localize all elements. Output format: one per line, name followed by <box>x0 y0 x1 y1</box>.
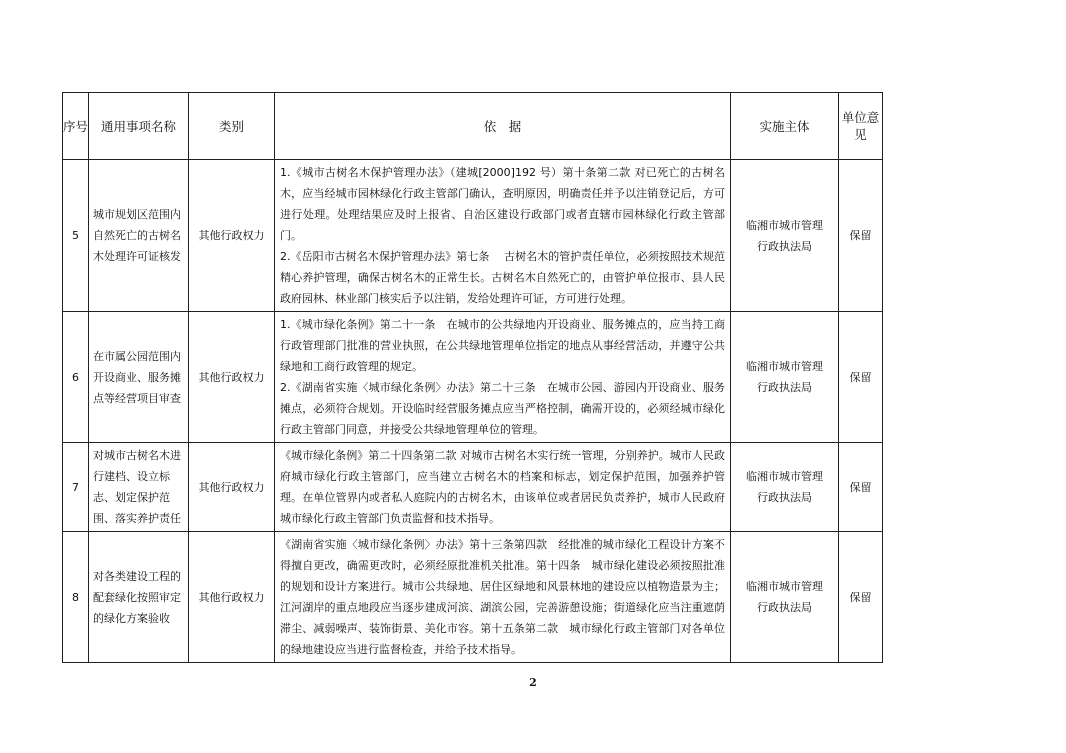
header-type: 类别 <box>189 93 275 160</box>
cell-type: 其他行政权力 <box>189 160 275 312</box>
cell-seq: 6 <box>63 312 89 443</box>
header-name: 通用事项名称 <box>89 93 189 160</box>
header-seq: 序号 <box>63 93 89 160</box>
cell-item-name: 对城市古树名木进行建档、设立标志、划定保护范围、落实养护责任 <box>89 443 189 532</box>
table-header <box>63 93 883 160</box>
table-row <box>63 160 883 312</box>
cell-basis <box>275 532 731 663</box>
cell-agency <box>731 312 839 443</box>
header-basis: 依 据 <box>275 93 731 160</box>
cell-type: 其他行政权力 <box>189 312 275 443</box>
basis-paragraph: 2.《湖南省实施〈城市绿化条例〉办法》第二十三条 在城市公园、游园内开设商业、服务摊点，必须符合规划。开设临时经营服务摊点应当严格控制，确需开设的，必须经城市绿化行政主管部门同意，并接受公共绿地管理单位的管理。 <box>280 381 725 436</box>
agency-line: 临湘市城市管理 <box>746 218 823 232</box>
agency-line: 临湘市城市管理 <box>746 470 823 483</box>
cell-type: 其他行政权力 <box>189 532 275 663</box>
agency-line: 行政执法局 <box>757 239 812 253</box>
cell-seq: 7 <box>63 443 89 532</box>
basis-paragraph: 1.《城市古树名木保护管理办法》（建城[2000]192 号）第十条第二款 对已死亡的古树名木，应当经城市园林绿化行政主管部门确认，查明原因，明确责任并予以注销登记后，方可进行处理。处理结果应及时上报省、自治区建设行政部门或者直辖市园林绿化行政主管部门。 <box>280 166 725 242</box>
cell-seq: 5 <box>63 160 89 312</box>
cell-basis <box>275 160 731 312</box>
cell-agency <box>731 160 839 312</box>
cell-opinion: 保留 <box>839 443 883 532</box>
agency-line: 临湘市城市管理 <box>746 580 823 593</box>
agency-line: 行政执法局 <box>757 381 812 394</box>
header-agency: 实施主体 <box>731 93 839 160</box>
items-table <box>62 92 883 663</box>
table-body <box>63 160 883 663</box>
cell-opinion: 保留 <box>839 312 883 443</box>
cell-agency <box>731 532 839 663</box>
cell-item-name: 对各类建设工程的配套绿化按照审定的绿化方案验收 <box>89 532 189 663</box>
cell-item-name: 城市规划区范围内自然死亡的古树名木处理许可证核发 <box>89 160 189 312</box>
cell-type: 其他行政权力 <box>189 443 275 532</box>
cell-opinion: 保留 <box>839 532 883 663</box>
header-opinion: 单位意见 <box>839 93 883 160</box>
basis-paragraph: 2.《岳阳市古树名木保护管理办法》第七条 古树名木的管护责任单位，必须按照技术规范精心养护管理，确保古树名木的正常生长。古树名木自然死亡的，由管护单位报市、县人民政府园林、林业部门核实后予以注销，发给处理许可证，方可进行处理。 <box>280 250 725 305</box>
header-row <box>63 93 883 160</box>
cell-item-name: 在市属公园范围内开设商业、服务摊点等经营项目审查 <box>89 312 189 443</box>
cell-agency <box>731 443 839 532</box>
agency-line: 行政执法局 <box>757 491 812 504</box>
agency-line: 行政执法局 <box>757 601 812 614</box>
table-row <box>63 532 883 663</box>
cell-basis <box>275 312 731 443</box>
table-row <box>63 312 883 443</box>
page-number: 2 <box>529 676 537 689</box>
table-row <box>63 443 883 532</box>
agency-line: 临湘市城市管理 <box>746 360 823 373</box>
cell-seq: 8 <box>63 532 89 663</box>
cell-opinion: 保留 <box>839 160 883 312</box>
basis-paragraph: 《城市绿化条例》第二十四条第二款 对城市古树名木实行统一管理，分别养护。城市人民政府城市绿化行政主管部门，应当建立古树名木的档案和标志，划定保护范围，加强养护管理。在单位管界内或者私人庭院内的古树名木，由该单位或者居民负责养护，城市人民政府城市绿化行政主管部门负责监督和技术指导。 <box>280 449 725 525</box>
cell-basis <box>275 443 731 532</box>
basis-paragraph: 1.《城市绿化条例》第二十一条 在城市的公共绿地内开设商业、服务摊点的，应当持工商行政管理部门批准的营业执照，在公共绿地管理单位指定的地点从事经营活动，并遵守公共绿地和工商行政管理的规定。 <box>280 318 725 373</box>
basis-paragraph: 《湖南省实施〈城市绿化条例〉办法》第十三条第四款 经批准的城市绿化工程设计方案不得擅自更改，确需更改时，必须经原批准机关批准。第十四条 城市绿化建设必须按照批准的规划和设计方案进行。城市公共绿地、居住区绿地和风景林地的建设应以植物造景为主；江河湖岸的重点地段应当逐步建成河滨、湖滨公园，完善游憩设施；街道绿化应当注重遮荫滞尘、减弱噪声、装饰街景、美化市容。第十五条第二款 城市绿化行政主管部门对各单位的绿地建设应当进行监督检查，并给予技术指导。 <box>280 538 725 656</box>
